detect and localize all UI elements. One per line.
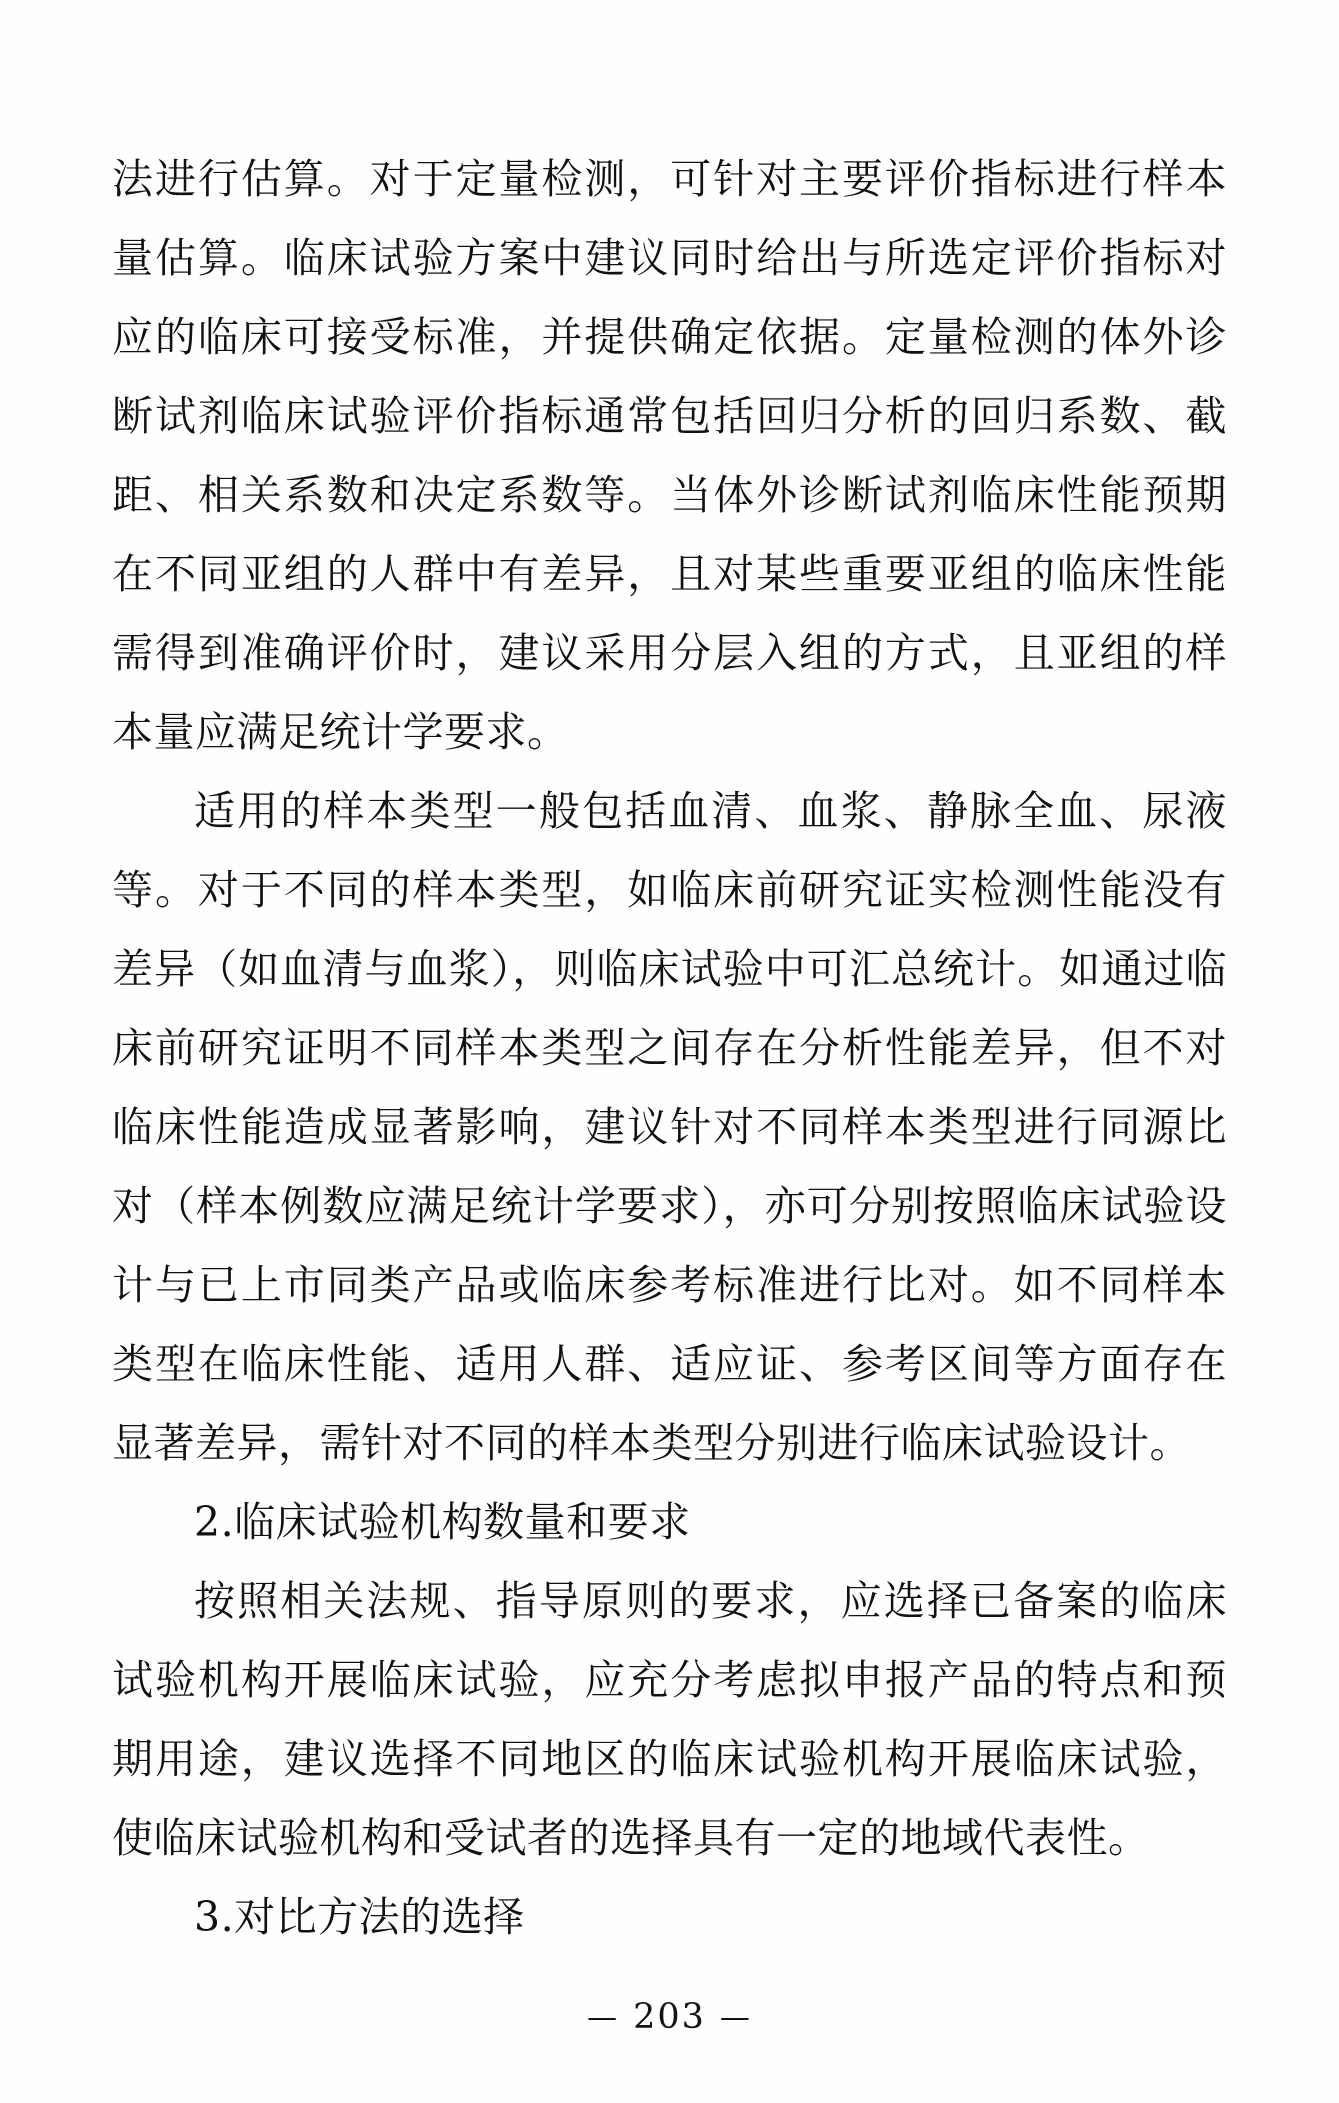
page-content — [112, 140, 1227, 1957]
paragraph-2: 适用的样本类型一般包括血清、血浆、静脉全血、尿液等。对于不同的样本类型，如临床前研究证实检测性能没有差异（如血清与血浆），则临床试验中可汇总统计。如通过临床前研究证明不同样本类型之间存在分析性能差异，但不对临床性能造成显著影响，建议针对不同样本类型进行同源比对（样本例数应满足统计学要求），亦可分别按照临床试验设计与已上市同类产品或临床参考标准进行比对。如不同样本类型在临床性能、适用人群、适应证、参考区间等方面存在显著差异，需针对不同的样本类型分别进行临床试验设计。 — [112, 787, 1227, 1467]
page-footer — [0, 1995, 1339, 2037]
paragraph-3: 按照相关法规、指导原则的要求，应选择已备案的临床试验机构开展临床试验，应充分考虑拟申报产品的特点和预期用途，建议选择不同地区的临床试验机构开展临床试验，使临床试验机构和受试者的选择具有一定的地域代表性。 — [112, 1577, 1227, 1862]
section-heading-2: 2.临床试验机构数量和要求 — [194, 1498, 691, 1546]
footer-dash-left: — — [587, 1999, 620, 2035]
section-heading-3: 3.对比方法的选择 — [194, 1893, 525, 1941]
paragraph-1: 法进行估算。对于定量检测，可针对主要评价指标进行样本量估算。临床试验方案中建议同时给出与所选定评价指标对应的临床可接受标准，并提供确定依据。定量检测的体外诊断试剂临床试验评价指标通常包括回归分析的回归系数、截距、相关系数和决定系数等。当体外诊断试剂临床性能预期在不同亚组的人群中有差异，且对某些重要亚组的临床性能需得到准确评价时，建议采用分层入组的方式，且亚组的样本量应满足统计学要求。 — [112, 155, 1227, 756]
page-number: 203 — [633, 1997, 706, 2037]
footer-dash-right: — — [719, 1999, 752, 2035]
